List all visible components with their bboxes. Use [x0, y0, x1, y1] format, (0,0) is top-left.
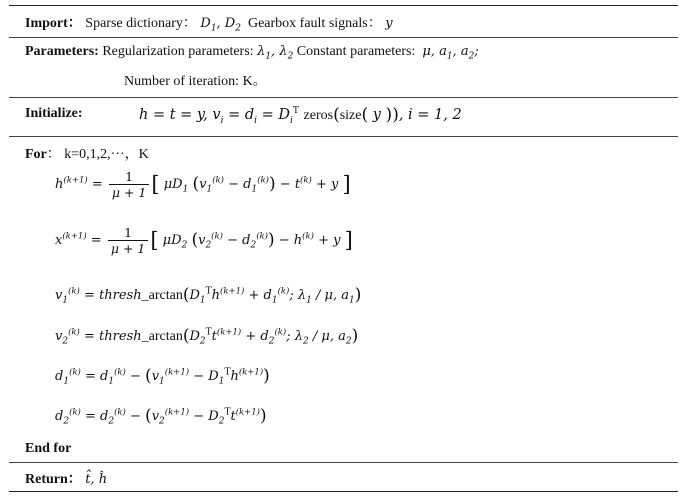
return-label: Return — [25, 472, 68, 487]
regularization-text: Regularization parameters: — [102, 44, 254, 59]
equation-x-update: $x^{(k+1)}$ = $\frac{1}{\mu + 1}$ [ $\mu D_2$ $(v_2^{(k)} - d_2^{(k)}) - h^{(k)} + y$ ] — [55, 225, 353, 256]
return-symbols: t̂, ĥ — [85, 472, 108, 487]
parameters-line-2 — [124, 70, 267, 90]
end-for-line — [25, 441, 71, 457]
iteration-value: K。 — [242, 74, 267, 89]
initialize-row — [9, 98, 678, 130]
iteration-text: Number of iteration: — [124, 74, 240, 89]
end-for-label: End for — [25, 441, 72, 456]
for-line — [25, 143, 149, 163]
parameters-line-1 — [25, 44, 479, 60]
return-line — [25, 468, 107, 488]
import-colon: ： — [67, 16, 82, 31]
constant-params-text: Constant parameters: — [296, 44, 416, 59]
initialize-line — [25, 106, 83, 122]
for-label: For — [25, 147, 47, 162]
for-colon: ： — [46, 147, 61, 162]
equation-d2-update: $d_2^{(k)} = d_2^{(k)} - (v_2^{(k+1)} - D_2^Tt^{(k+1)})$ — [55, 406, 267, 427]
dictionary-symbols: $D_1$, $D_2$ — [200, 16, 241, 34]
for-block — [9, 137, 678, 457]
gearbox-signals-text: Gearbox fault signals： — [247, 16, 382, 31]
initialize-label: Initialize: — [25, 106, 83, 121]
return-colon: ： — [67, 472, 82, 487]
for-range: k=0,1,2,···，K — [64, 147, 149, 162]
import-line — [25, 12, 393, 32]
sparse-dictionary-text: Sparse dictionary： — [85, 16, 197, 31]
equation-h-update: $h^{(k+1)}$ = $\frac{1}{\mu + 1}$ [ $\mu D_1$ $(v_1^{(k)} - d_1^{(k)}) - t^{(k)} + y$ ] — [55, 169, 351, 200]
parameters-label: Parameters: — [25, 44, 99, 59]
equation-v2-update: $v_2^{(k)}$ = $thresh\_\arctan(D_2^Tt^{(k+1)} + d_2^{(k)}$; $\lambda_2$ / μ, $a_2$) — [55, 326, 359, 347]
initialize-equation: h = t = y, $v_i = d_i = D_i^T$ zeros(size( y )), i = 1, 2 — [139, 105, 462, 126]
equation-v1-update: $v_1^{(k)}$ = $thresh\_\arctan(D_1^Th^{(k+1)} + d_1^{(k)}$; $\lambda_1$ / μ, $a_1$) — [55, 285, 362, 306]
lambda-symbols: $\lambda_1$, $\lambda_2$ — [257, 44, 294, 62]
parameters-row — [9, 38, 678, 96]
signal-symbol: y — [385, 16, 393, 31]
import-row — [9, 6, 678, 36]
constant-symbols: μ, $a_1$, $a_2$; — [422, 44, 479, 62]
import-label: Import — [25, 16, 68, 31]
equation-d1-update: $d_1^{(k)} = d_1^{(k)} - (v_1^{(k+1)} - D_1^Th^{(k+1)})$ — [55, 366, 270, 387]
algorithm-box — [9, 5, 678, 492]
return-row — [9, 463, 678, 491]
